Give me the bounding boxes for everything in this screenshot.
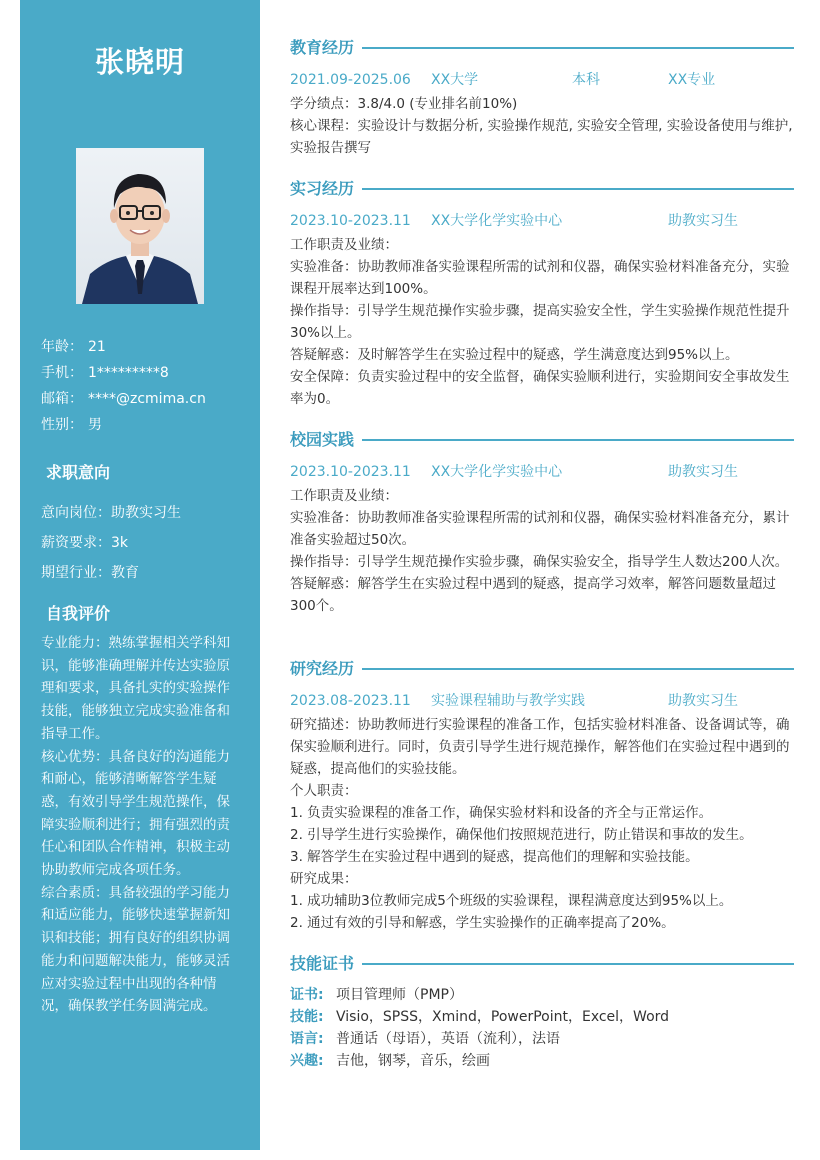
intent-list [41, 498, 181, 588]
eval-paragraph: 综合素质：具备较强的学习能力和适应能力，能够快速掌握新知识和技能；拥有良好的组织协调能力和问题解决能力，能够灵活应对实验过程中出现的各种情况，确保教学任务圆满完成。 [41, 884, 230, 1015]
research-role: 助教实习生 [668, 693, 738, 709]
section-title: 教育经历 [290, 36, 362, 60]
intent-salary: 薪资要求：3k [41, 535, 129, 551]
intern-org: XX大学化学实验中心 [431, 213, 563, 229]
info-age: 年龄： 21 [41, 339, 106, 355]
divider [290, 963, 794, 965]
section-title: 实习经历 [290, 177, 362, 201]
campus-header [290, 428, 794, 452]
research-line: 个人职责： [290, 783, 358, 799]
research-body [290, 714, 794, 934]
education-header [290, 36, 794, 60]
campus-line: 操作指导：引导学生规范操作实验步骤，确保实验安全，指导学生人数达200人次。 [290, 554, 789, 570]
campus-line: 工作职责及业绩： [290, 488, 398, 504]
info-gender: 性别： 男 [41, 417, 102, 433]
intern-line: 工作职责及业绩： [290, 237, 398, 253]
edu-degree: 本科 [572, 72, 600, 88]
research-line: 2. 引导学生进行实验操作，确保他们按照规范进行，防止错误和事故的发生。 [290, 827, 753, 843]
edu-line: 核心课程：实验设计与数据分析, 实验操作规范, 实验安全管理, 实验设备使用与维护, 实验报告撰写 [290, 118, 793, 156]
education-body [290, 93, 794, 159]
research-line: 1. 成功辅助3位教师完成5个班级的实验课程，课程满意度达到95%以上。 [290, 893, 733, 909]
eval-paragraph: 核心优势：具备良好的沟通能力和耐心，能够清晰解答学生疑惑，有效引导学生规范操作，保障实验顺利进行；拥有强烈的责任心和团队合作精神，积极主动协助教师完成各项任务。 [41, 748, 230, 879]
info-email: 邮箱： ****@zcmima.cn [41, 391, 206, 407]
research-header [290, 657, 794, 681]
intent-position: 意向岗位：助教实习生 [41, 505, 181, 521]
internship-body [290, 234, 794, 410]
info-phone: 手机： 1*********8 [41, 365, 169, 381]
internship-subheader [290, 210, 794, 232]
intern-role: 助教实习生 [668, 213, 738, 229]
skill-row-hobby: 兴趣: 吉他，钢琴，音乐，绘画 [290, 1053, 490, 1069]
intern-line: 安全保障：负责实验过程中的安全监督，确保实验顺利进行，实验期间安全事故发生率为0。 [290, 369, 790, 407]
avatar [76, 148, 204, 304]
basic-info [41, 334, 206, 438]
self-eval-title: 自我评价 [46, 604, 111, 623]
edu-line: 学分绩点：3.8/4.0 (专业排名前10%) [290, 96, 518, 112]
intern-line: 答疑解惑：及时解答学生在实验过程中的疑惑，学生满意度达到95%以上。 [290, 347, 739, 363]
intern-date: 2023.10-2023.11 [290, 213, 411, 229]
skill-row-language: 语言: 普通话（母语），英语（流利），法语 [290, 1031, 560, 1047]
campus-line: 实验准备：协助教师准备实验课程所需的试剂和仪器，确保实验材料准备充分，累计准备实验超过50次。 [290, 510, 790, 548]
research-subheader [290, 690, 794, 712]
edu-school: XX大学 [431, 72, 479, 88]
campus-role: 助教实习生 [668, 464, 738, 480]
profile-photo [76, 148, 204, 304]
edu-date: 2021.09-2025.06 [290, 72, 411, 88]
campus-body [290, 485, 794, 617]
divider [290, 668, 794, 670]
intern-line: 操作指导：引导学生规范操作实验步骤，提高实验安全性，学生实验操作规范性提升30%以上。 [290, 303, 790, 341]
sidebar [20, 0, 260, 1150]
internship-header [290, 177, 794, 201]
eval-paragraph: 专业能力：熟练掌握相关学科知识，能够准确理解并传达实验原理和要求，具备扎实的实验操作技能，能够独立完成实验准备和指导工作。 [41, 635, 230, 742]
skills-list [290, 984, 669, 1072]
campus-subheader [290, 461, 794, 483]
intent-title: 求职意向 [46, 463, 111, 482]
edu-major: XX专业 [668, 72, 716, 88]
skill-row-skills: 技能: Visio，SPSS，Xmind，PowerPoint，Excel，Word [290, 1009, 670, 1025]
divider [290, 188, 794, 190]
research-line: 研究成果： [290, 871, 358, 887]
research-date: 2023.08-2023.11 [290, 693, 411, 709]
campus-date: 2023.10-2023.11 [290, 464, 411, 480]
campus-org: XX大学化学实验中心 [431, 464, 563, 480]
intern-line: 实验准备：协助教师准备实验课程所需的试剂和仪器，确保实验材料准备充分，实验课程开展率达到100%。 [290, 259, 790, 297]
research-line: 研究描述：协助教师进行实验课程的准备工作，包括实验材料准备、设备调试等，确保实验顺利进行。同时，负责引导学生进行规范操作，解答他们在实验过程中遇到的疑惑，提高他们的实验技能。 [290, 717, 790, 777]
research-line: 1. 负责实验课程的准备工作，确保实验材料和设备的齐全与正常运作。 [290, 805, 713, 821]
divider [290, 439, 794, 441]
section-title: 技能证书 [290, 952, 362, 976]
section-title: 校园实践 [290, 428, 362, 452]
self-eval-text [41, 632, 243, 1018]
skill-row-cert: 证书: 项目管理师（PMP） [290, 987, 463, 1003]
intent-industry: 期望行业：教育 [41, 565, 139, 581]
skills-header [290, 952, 794, 976]
research-line: 3. 解答学生在实验过程中遇到的疑惑，提高他们的理解和实验技能。 [290, 849, 699, 865]
research-line: 2. 通过有效的引导和解惑，学生实验操作的正确率提高了20%。 [290, 915, 675, 931]
section-title: 研究经历 [290, 657, 362, 681]
research-project: 实验课程辅助与教学实践 [431, 693, 585, 709]
divider [290, 47, 794, 49]
candidate-name: 张晓明 [94, 45, 185, 79]
education-subheader [290, 69, 794, 91]
campus-line: 答疑解惑：解答学生在实验过程中遇到的疑惑，提高学习效率，解答问题数量超过300个。 [290, 576, 776, 614]
